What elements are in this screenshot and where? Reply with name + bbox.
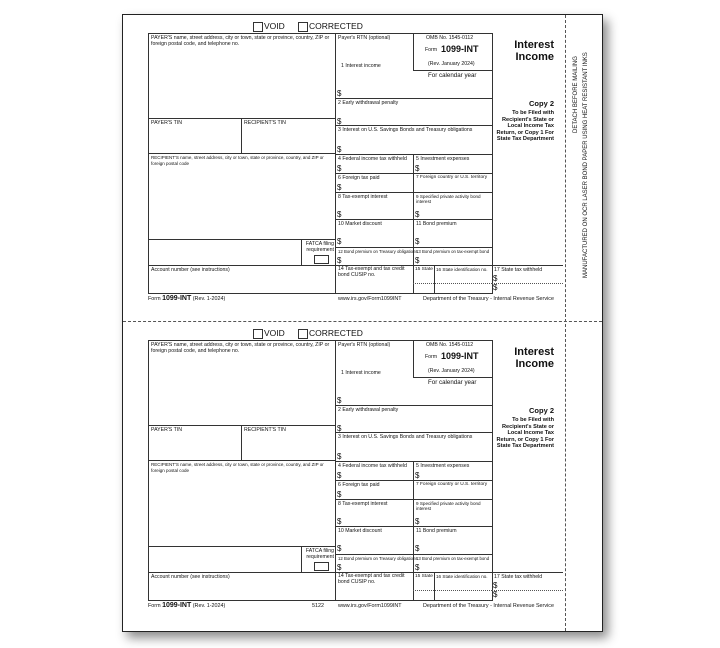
calendar-top-rule [413,70,492,71]
calendar-top-rule [413,377,492,378]
form-right-rule [492,340,493,600]
void-label: VOID [264,328,285,338]
box3-label: 3 Interest on U.S. Savings Bonds and Treasury obligations [338,434,473,440]
box3-dollar: $ [337,452,342,461]
box6-label: 6 Foreign tax paid [338,482,380,488]
box8-field[interactable] [344,201,412,218]
form-bottom-rule [148,293,493,294]
box2-label: 2 Early withdrawal penalty [338,100,399,106]
void-checkbox[interactable] [253,22,263,32]
omb-label: OMB No. 1545-0112 [426,342,474,348]
box11-field[interactable] [422,535,491,552]
box9-label: 9 Specified private activity bond interest [416,194,481,205]
box1-label: 1 Interest income [341,63,381,69]
box9-field[interactable] [422,206,491,218]
payer-info-field[interactable] [149,49,334,117]
form-sheet [122,14,603,632]
box10-label: 10 Market discount [338,221,382,227]
box14-field[interactable] [336,280,412,292]
footer-dept: Department of the Treasury - Internal Revenue Service [423,603,554,609]
copy-instructions: To be Filed with Recipient's State or Local Income Tax Return, or Copy 1 For State Tax Department [496,417,554,449]
box10-field[interactable] [344,535,412,552]
corrected-checkbox[interactable] [298,329,308,339]
box4-field[interactable] [344,162,412,172]
fatca-label: FATCA filing requirement [305,548,334,560]
box12-label: 12 Bond premium on Treasury obligations [338,556,418,561]
box7-field[interactable] [414,181,491,191]
box17-dollar-1: $ [493,274,498,283]
footer-catalog: 5122 [312,603,324,609]
footer-form-id [148,602,225,610]
box3-label: 3 Interest on U.S. Savings Bonds and Treasury obligations [338,127,473,133]
copy-label: Copy 2 [528,99,554,108]
box16-label: 16 State identification no. [436,267,488,272]
box14-label: 14 Tax-exempt and tax credit bond CUSIP no. [338,266,405,278]
box1-dollar: $ [337,396,342,405]
form-top-rule [148,33,493,34]
side-paper-note-text: MANUFACTURED ON OCR LASER BOND PAPER USING HEAT RESISTANT INKS [583,52,589,278]
box3-field[interactable] [344,134,491,153]
box17-top-rule [492,572,563,573]
box13-label: 13 Bond premium on tax-exempt bond [416,556,490,561]
box1-label: 1 Interest income [341,370,381,376]
box7-label: 7 Foreign country or U.S. territory [416,175,488,180]
rtn-omb-divider [413,33,414,70]
calendar-label: For calendar year [428,72,477,79]
fatca-top-rule [148,546,335,547]
recipient-info-field[interactable] [149,163,334,238]
box12-dollar: $ [337,563,342,572]
box11-field[interactable] [422,228,491,245]
footer-form-number: 1099-INT [162,295,192,302]
form-copy-top [123,15,563,321]
box12-top-rule [335,554,492,555]
box1-field[interactable] [344,77,412,97]
box15-label: 15 State [415,267,433,272]
box17-field[interactable] [499,581,561,599]
box4-dollar: $ [337,471,342,480]
box13-field[interactable] [422,255,491,264]
box17-dollar-1: $ [493,581,498,590]
state-split-rule [413,283,492,284]
box17-label: 17 State tax withheld [494,574,543,580]
fatca-divider [301,239,302,265]
omb-label: OMB No. 1545-0112 [426,35,474,41]
footer-url: www.irs.gov/Form1099INT [338,603,402,609]
form-prefix: Form [425,354,438,360]
box17-label: 17 State tax withheld [494,267,543,273]
recipient-info-field[interactable] [149,470,334,545]
corrected-checkbox[interactable] [298,22,308,32]
box2-top-rule [335,98,492,99]
box5-label: 5 Investment expenses [416,156,470,162]
box9-label: 9 Specified private activity bond interest [416,501,481,512]
box2-dollar: $ [337,117,342,126]
box3-top-rule [335,432,492,433]
calendar-label: For calendar year [428,379,477,386]
form-prefix: Form [425,47,438,53]
box10-top-rule [335,219,492,220]
form-top-rule [148,340,493,341]
box16-label: 16 State identification no. [436,574,488,579]
form-title: Interest Income [514,39,554,63]
recipient-tin-label: RECIPIENT'S TIN [244,120,286,126]
box2-field[interactable] [344,107,491,125]
corrected-label: CORRECTED [309,21,363,31]
box6-field[interactable] [344,488,412,498]
footer-dept: Department of the Treasury - Internal Revenue Service [423,296,554,302]
box4-field[interactable] [344,469,412,479]
calendar-year-field[interactable] [414,80,491,97]
box17-top-rule [492,265,563,266]
recipient-info-label: RECIPIENT'S name, street address, city or town, state or province, country, and ZIP or foreign postal code [151,462,324,473]
box10-dollar: $ [337,544,342,553]
box13-label: 13 Bond premium on tax-exempt bond [416,249,490,254]
box9-field[interactable] [422,513,491,525]
box12-field[interactable] [344,562,412,571]
box8-label: 8 Tax-exempt interest [338,194,388,200]
footer-form-id [148,295,225,303]
fatca-divider [301,546,302,572]
payer-info-label: PAYER'S name, street address, city or town, state or province, country, ZIP or foreign postal code, and telephone no. [151,35,330,47]
state-split-rule [413,590,492,591]
box5-field[interactable] [422,469,491,479]
box6-label: 6 Foreign tax paid [338,175,380,181]
payer-tin-field[interactable] [149,434,240,459]
box1-field[interactable] [344,384,412,404]
perforation-vertical [565,15,566,631]
recipient-top-rule [148,460,335,461]
account-label: Account number (see instructions) [151,267,230,273]
copy-label: Copy 2 [528,406,554,415]
fatca-top-rule [148,239,335,240]
rtn-label: Payer's RTN (optional) [338,35,391,41]
box11-dollar: $ [415,237,420,246]
payer-tin-field[interactable] [149,127,240,152]
box8-dollar: $ [337,517,342,526]
footer-url: www.irs.gov/Form1099INT [338,296,402,302]
copy-instructions: To be Filed with Recipient's State or Local Income Tax Return, or Copy 1 For State Tax Department [496,110,554,142]
box13-field[interactable] [422,562,491,571]
void-label: VOID [264,21,285,31]
footer-form-number: 1099-INT [162,602,192,609]
payer-tin-label: PAYER'S TIN [151,427,182,433]
recipient-tin-label: RECIPIENT'S TIN [244,427,286,433]
box8-top-rule [335,192,492,193]
recipient-tin-field[interactable] [242,127,334,152]
box11-label: 11 Bond premium [416,221,457,227]
box5-label: 5 Investment expenses [416,463,470,469]
box4-dollar: $ [337,164,342,173]
rev-label: (Rev. January 2024) [428,61,475,67]
recipient-tin-field[interactable] [242,434,334,459]
payer-tin-label: PAYER'S TIN [151,120,182,126]
box10-label: 10 Market discount [338,528,382,534]
box6-dollar: $ [337,490,342,499]
box13-dollar: $ [415,563,420,572]
box10-field[interactable] [344,228,412,245]
recipient-top-rule [148,153,335,154]
form-number: 1099-INT [441,351,479,361]
calendar-year-field[interactable] [414,387,491,404]
box8-field[interactable] [344,508,412,525]
account-top-rule [148,572,335,573]
footer-rev: (Rev. 1-2024) [192,296,226,302]
form-number: 1099-INT [441,44,479,54]
box11-label: 11 Bond premium [416,528,457,534]
footer-rev: (Rev. 1-2024) [192,603,226,609]
form-mid-rule [335,33,336,293]
box11-dollar: $ [415,544,420,553]
box7-field[interactable] [414,488,491,498]
form-copy-bottom [123,322,563,628]
box2-top-rule [335,405,492,406]
box17-dollar-2: $ [493,590,498,599]
recipient-info-label: RECIPIENT'S name, street address, city or town, state or province, country, and ZIP or foreign postal code [151,155,324,166]
box9-dollar: $ [415,517,420,526]
rev-label: (Rev. January 2024) [428,368,475,374]
box6-field[interactable] [344,181,412,191]
box1-dollar: $ [337,89,342,98]
footer-form-prefix: Form [148,603,161,609]
box7-label: 7 Foreign country or U.S. territory [416,482,488,487]
box14-label: 14 Tax-exempt and tax credit bond CUSIP no. [338,573,405,585]
account-label: Account number (see instructions) [151,574,230,580]
rtn-label: Payer's RTN (optional) [338,342,391,348]
box8-top-rule [335,499,492,500]
side-detach-text: DETACH BEFORE MAILING [573,56,579,133]
box10-top-rule [335,526,492,527]
box13-dollar: $ [415,256,420,265]
box5-dollar: $ [415,471,420,480]
form-title: Interest Income [514,346,554,370]
box12-field[interactable] [344,255,412,264]
footer-form-prefix: Form [148,296,161,302]
box4-label: 4 Federal income tax withheld [338,156,407,162]
fatca-checkbox[interactable] [314,562,329,571]
box6-top-rule [335,173,492,174]
box15-label: 15 State [415,574,433,579]
box6-top-rule [335,480,492,481]
void-checkbox[interactable] [253,329,263,339]
form-mid-rule [335,340,336,600]
corrected-label: CORRECTED [309,328,363,338]
account-top-rule [148,265,335,266]
account-field[interactable] [149,581,334,599]
box10-dollar: $ [337,237,342,246]
box6-dollar: $ [337,183,342,192]
box9-dollar: $ [415,210,420,219]
box17-field[interactable] [499,274,561,292]
box4-label: 4 Federal income tax withheld [338,463,407,469]
box5-field[interactable] [422,162,491,172]
form-bottom-rule [148,600,493,601]
rtn-omb-divider [413,340,414,377]
box17-dollar-2: $ [493,283,498,292]
box12-label: 12 Bond premium on Treasury obligations [338,249,418,254]
box3-field[interactable] [344,441,491,460]
payer-info-label: PAYER'S name, street address, city or town, state or province, country, ZIP or foreign postal code, and telephone no. [151,342,330,354]
box2-label: 2 Early withdrawal penalty [338,407,399,413]
form-right-rule [492,33,493,293]
box2-field[interactable] [344,414,491,432]
box12-top-rule [335,247,492,248]
box14-field[interactable] [336,587,412,599]
box8-label: 8 Tax-exempt interest [338,501,388,507]
payer-info-field[interactable] [149,356,334,424]
account-field[interactable] [149,274,334,292]
box2-dollar: $ [337,424,342,433]
box8-dollar: $ [337,210,342,219]
box3-top-rule [335,125,492,126]
box5-dollar: $ [415,164,420,173]
box3-dollar: $ [337,145,342,154]
fatca-checkbox[interactable] [314,255,329,264]
box12-dollar: $ [337,256,342,265]
fatca-label: FATCA filing requirement [305,241,334,253]
